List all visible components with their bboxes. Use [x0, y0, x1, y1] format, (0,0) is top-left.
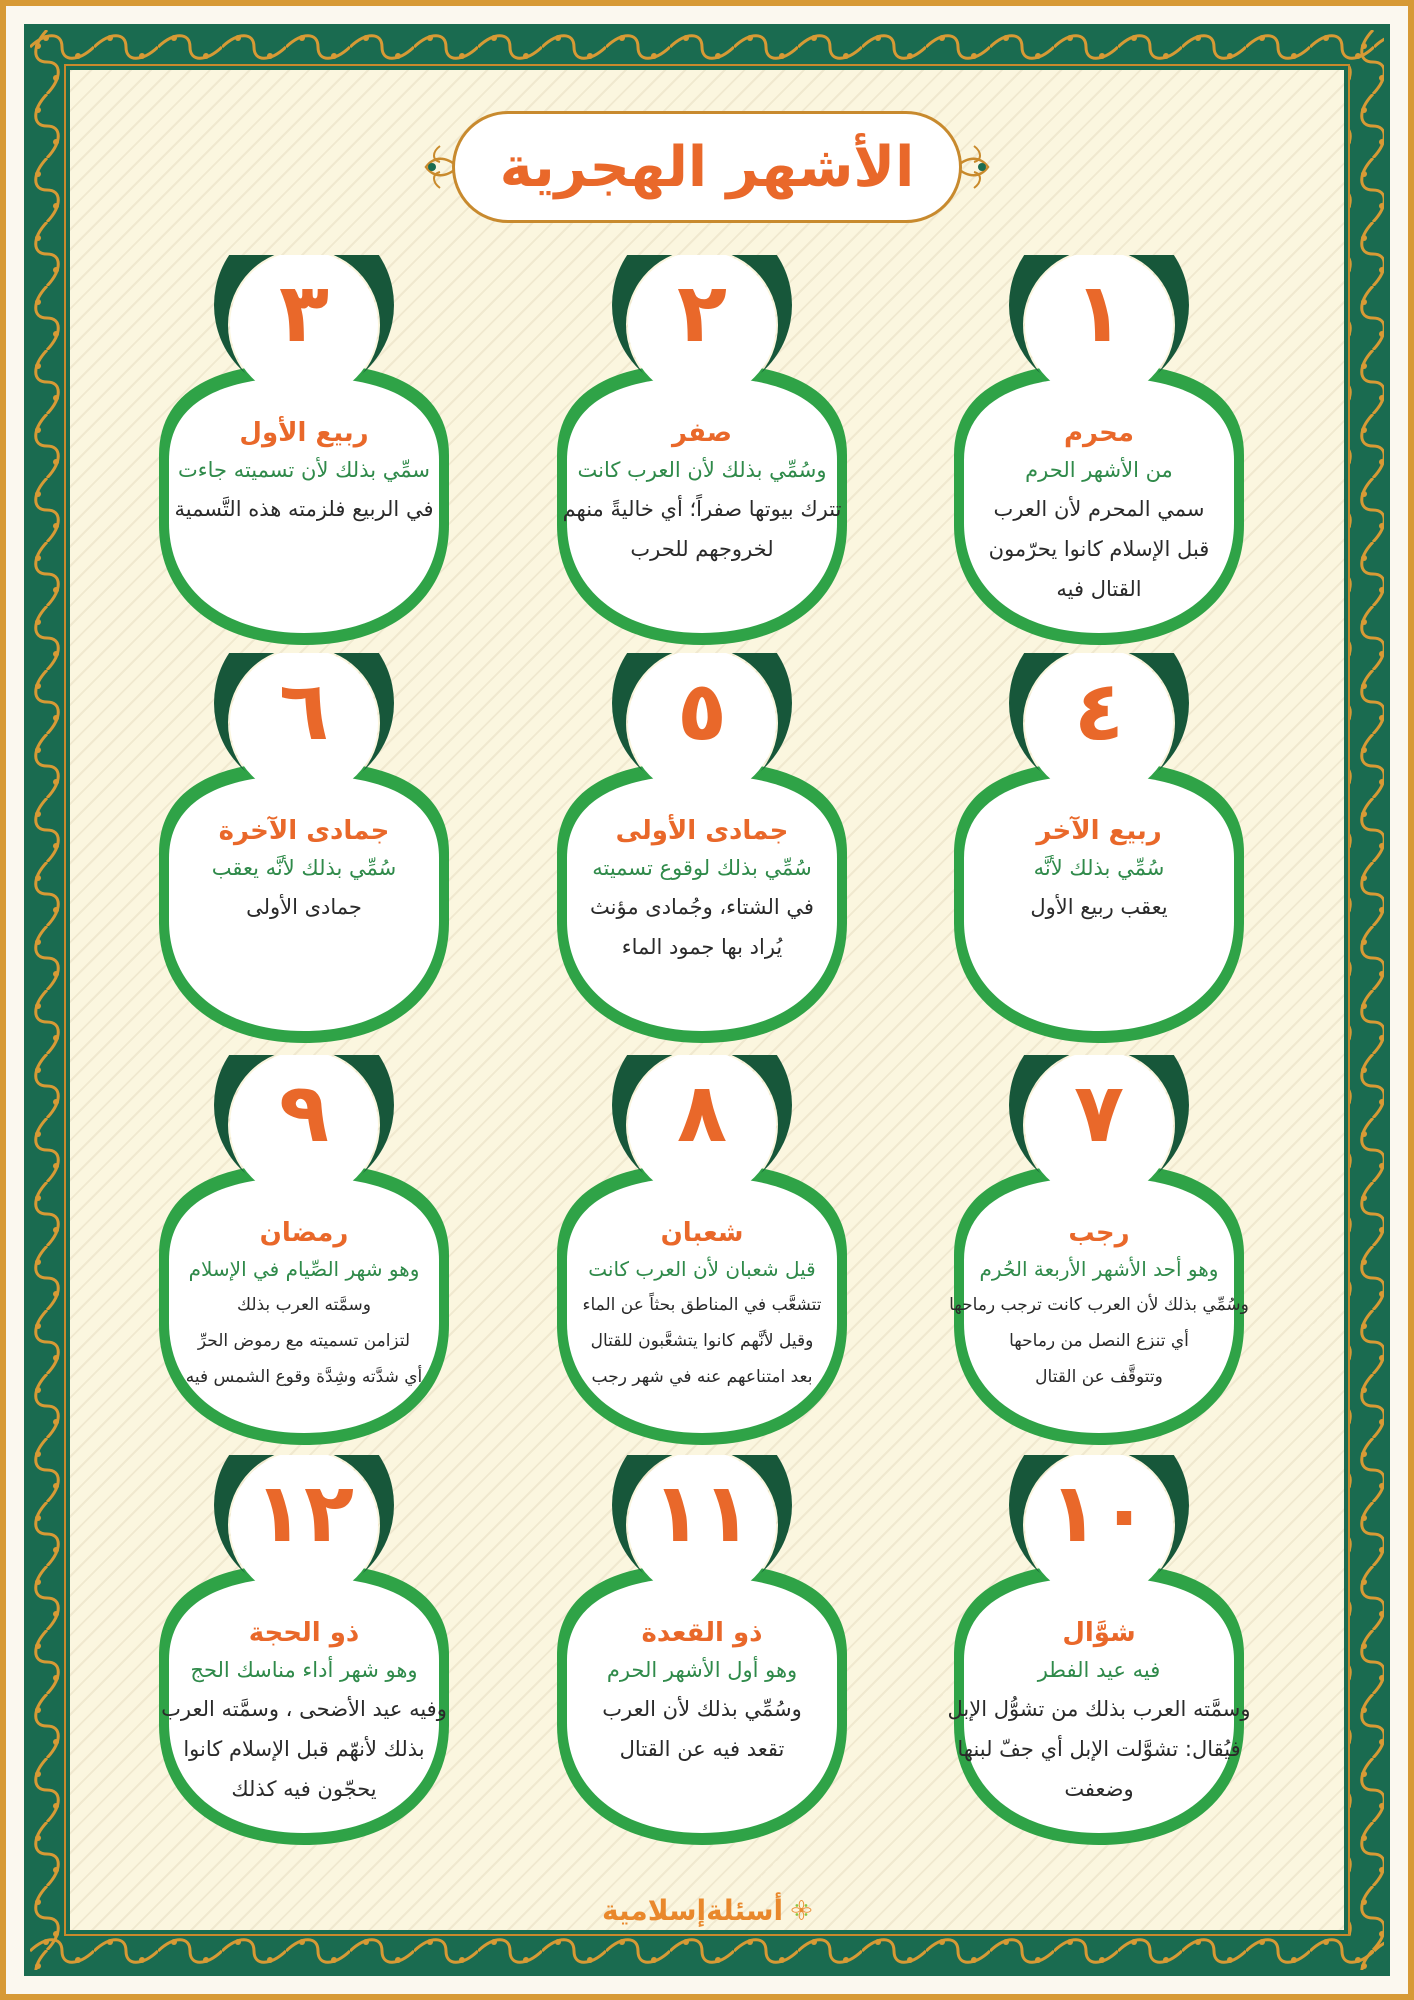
flower-icon	[791, 1887, 812, 1933]
month-card	[527, 1055, 877, 1450]
month-subtitle: سمِّي بذلك لأن تسميته جاءت	[178, 458, 430, 482]
month-body-line: أي تنزع النصل من رماحها	[1009, 1331, 1189, 1351]
month-subtitle: من الأشهر الحرم	[1025, 458, 1173, 482]
month-card	[527, 653, 877, 1048]
month-body-line: فيُقال: تشوَّلت الإبل أي جفّ لبنها	[957, 1737, 1241, 1761]
month-body-line: وسمَّته العرب بذلك	[237, 1295, 371, 1315]
month-body-line: وسُمِّي بذلك لأن العرب	[602, 1697, 802, 1721]
month-name: رجب	[1068, 1218, 1130, 1248]
month-description	[547, 415, 857, 569]
month-description	[547, 1215, 857, 1395]
month-name: ربيع الآخر	[1036, 816, 1162, 846]
month-card	[129, 1055, 479, 1450]
month-card	[527, 1455, 877, 1850]
month-subtitle: قيل شعبان لأن العرب كانت	[588, 1257, 816, 1281]
month-number: ٧	[1073, 1066, 1125, 1161]
page-title: الأشهر الهجرية	[499, 134, 915, 200]
month-number: ٦	[278, 664, 330, 759]
month-description	[944, 1615, 1254, 1809]
month-description	[944, 1215, 1254, 1395]
month-number: ٣	[278, 266, 330, 361]
month-body-line: يحجّون فيه كذلك	[231, 1777, 377, 1801]
month-description	[149, 1615, 459, 1809]
month-name: صفر	[671, 418, 732, 448]
month-number: ١٢	[253, 1466, 355, 1561]
month-body-line: تترك بيوتها صفراً؛ أي خاليةً منهم	[562, 497, 842, 521]
month-body-line: في الربيع فلزمته هذه التَّسمية	[174, 497, 434, 521]
month-description	[944, 813, 1254, 927]
month-number: ٩	[278, 1066, 330, 1161]
month-body-line: لتزامن تسميته مع رموض الحرِّ	[197, 1331, 411, 1351]
month-subtitle: وهو شهر الصِّيام في الإسلام	[188, 1257, 420, 1281]
month-body-line: بعد امتناعهم عنه في شهر رجب	[591, 1367, 813, 1387]
month-body-line: أي شدَّته وشِدَّة وقوع الشمس فيه	[185, 1367, 423, 1387]
month-subtitle: وهو أحد الأشهر الأربعة الحُرم	[979, 1257, 1219, 1281]
month-body-line: وضعفت	[1064, 1777, 1134, 1801]
month-body-line: قبل الإسلام كانوا يحرّمون	[988, 537, 1210, 561]
month-description	[149, 813, 459, 927]
month-subtitle: فيه عيد الفطر	[1037, 1658, 1161, 1682]
brand-logo	[602, 1886, 812, 1934]
month-card	[924, 653, 1274, 1048]
month-number: ١	[1073, 266, 1125, 361]
month-body-line: وسُمِّي بذلك لأن العرب كانت ترجب رماحها	[949, 1295, 1249, 1315]
month-name: ذو الحجة	[248, 1618, 360, 1648]
month-card	[924, 255, 1274, 650]
month-subtitle: سُمِّي بذلك لأنَّه	[1033, 856, 1165, 880]
month-card	[129, 1455, 479, 1850]
month-number: ١٠	[1048, 1466, 1150, 1561]
month-body-line: تقعد فيه عن القتال	[619, 1737, 785, 1761]
month-name: جمادى الآخرة	[218, 816, 390, 846]
month-number: ١١	[651, 1466, 753, 1561]
month-name: شوَّال	[1062, 1618, 1136, 1648]
month-body-line: تتشعَّب في المناطق بحثاً عن الماء	[582, 1295, 822, 1315]
month-description	[149, 415, 459, 529]
month-subtitle: وهو شهر أداء مناسك الحج	[190, 1658, 418, 1682]
month-subtitle: وسُمِّي بذلك لأن العرب كانت	[577, 458, 827, 482]
logo-text: أسئلةإسلامية	[602, 1893, 784, 1927]
month-description	[547, 1615, 857, 1769]
month-description	[149, 1215, 459, 1395]
month-body-line: يعقب ربيع الأول	[1030, 895, 1168, 919]
month-name: رمضان	[259, 1218, 349, 1248]
month-body-line: يُراد بها جمود الماء	[621, 935, 783, 959]
month-card	[924, 1455, 1274, 1850]
month-number: ٤	[1073, 664, 1125, 759]
month-subtitle: سُمِّي بذلك لأنَّه يعقب	[211, 856, 397, 880]
month-name: جمادى الأولى	[615, 816, 789, 846]
month-body-line: سمي المحرم لأن العرب	[993, 497, 1205, 521]
month-number: ٥	[676, 664, 728, 759]
month-name: ذو القعدة	[641, 1618, 763, 1648]
month-body-line: جمادى الأولى	[246, 895, 362, 919]
month-body-line: بذلك لأنهّم قبل الإسلام كانوا	[183, 1737, 425, 1761]
month-name: محرم	[1063, 418, 1135, 448]
month-number: ٢	[676, 266, 728, 361]
month-body-line: وتتوقَّف عن القتال	[1035, 1367, 1163, 1387]
month-card	[527, 255, 877, 650]
month-card	[129, 653, 479, 1048]
month-body-line: وسمَّته العرب بذلك من تشوُّل الإبل	[947, 1697, 1251, 1721]
month-card	[129, 255, 479, 650]
month-name: شعبان	[660, 1218, 744, 1248]
month-description	[944, 415, 1254, 609]
month-number: ٨	[676, 1066, 728, 1161]
month-description	[547, 813, 857, 967]
month-body-line: وقيل لأنَّهم كانوا يتشعَّبون للقتال	[590, 1331, 814, 1351]
month-body-line: وفيه عيد الأضحى ، وسمَّته العرب	[161, 1697, 447, 1721]
month-name: ربيع الأول	[239, 418, 369, 448]
month-body-line: القتال فيه	[1056, 577, 1142, 601]
month-body-line: لخروجهم للحرب	[630, 537, 774, 561]
month-subtitle: وهو أول الأشهر الحرم	[606, 1658, 798, 1682]
month-card	[924, 1055, 1274, 1450]
title-banner	[452, 111, 962, 223]
month-subtitle: سُمِّي بذلك لوقوع تسميته	[592, 856, 812, 880]
month-body-line: في الشتاء، وجُمادى مؤنث	[590, 895, 814, 919]
